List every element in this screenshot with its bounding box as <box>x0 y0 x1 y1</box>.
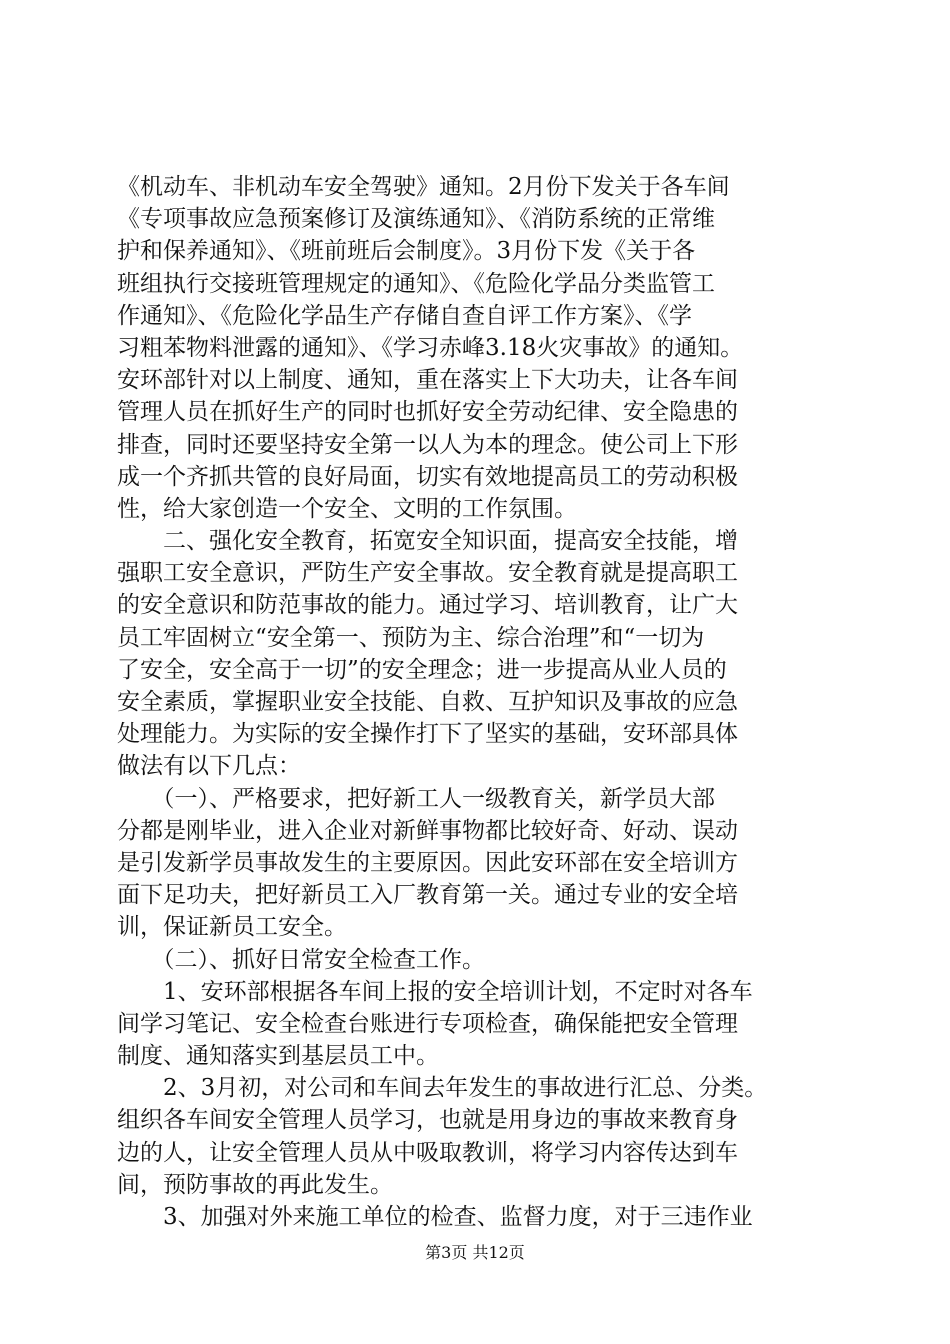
text-line: 训，保证新员工安全。 <box>117 914 347 941</box>
text-line: 处理能力。为实际的安全操作打下了坚实的基础，安环部具体 <box>117 721 738 748</box>
text-line: （二）、抓好日常安全检查工作。 <box>117 946 485 973</box>
text-line: 组织各车间安全管理人员学习，也就是用身边的事故来教育身 <box>117 1107 738 1134</box>
text-line: 了安全，安全高于一切”的安全理念；进一步提高从业人员的 <box>117 656 727 683</box>
text-line: 排查，同时还要坚持安全第一以人为本的理念。使公司上下形 <box>117 431 738 458</box>
document-body <box>117 171 837 1233</box>
text-line: 间学习笔记、安全检查台账进行专项检查，确保能把安全管理 <box>117 1010 738 1037</box>
text-line: 班组执行交接班管理规定的通知》、《危险化学品分类监管工 <box>117 270 715 297</box>
page-number-footer: 第3页 共12页 <box>425 1243 525 1262</box>
text-line: 二、强化安全教育，拓宽安全知识面，提高安全技能，增 <box>117 528 738 555</box>
text-line: 《专项事故应急预案修订及演练通知》、《消防系统的正常维 <box>117 206 715 233</box>
text-line: 员工牢固树立“安全第一、预防为主、综合治理”和“一切为 <box>117 624 705 651</box>
text-line: 制度、通知落实到基层员工中。 <box>117 1043 439 1070</box>
text-line: 面下足功夫，把好新员工入厂教育第一关。通过专业的安全培 <box>117 882 738 909</box>
text-line: 安全素质，掌握职业安全技能、自救、互护知识及事故的应急 <box>117 689 738 715</box>
text-line: 性，给大家创造一个安全、文明的工作氛围。 <box>117 495 577 522</box>
text-line: 的安全意识和防范事故的能力。通过学习、培训教育，让广大 <box>117 592 738 619</box>
text-line: 安环部针对以上制度、通知，重在落实上下大功夫，让各车间 <box>117 367 738 394</box>
text-line: （一）、严格要求，把好新工人一级教育关，新学员大部 <box>117 785 715 812</box>
text-line: 做法有以下几点： <box>117 753 301 780</box>
text-line: 2、3月初，对公司和车间去年发生的事故进行汇总、分类。 <box>117 1075 768 1102</box>
text-line: 习粗苯物料泄露的通知》、《学习赤峰3.18火灾事故》的通知。 <box>117 334 744 361</box>
text-line: 成一个齐抓共管的良好局面，切实有效地提高员工的劳动积极 <box>117 463 738 490</box>
text-line: 护和保养通知》、《班前班后会制度》。3月份下发《关于各 <box>117 238 696 265</box>
text-line: 作通知》、《危险化学品生产存储自查自评工作方案》、《学 <box>117 302 692 329</box>
text-line: 管理人员在抓好生产的同时也抓好安全劳动纪律、安全隐患的 <box>117 399 738 426</box>
text-line: 1、安环部根据各车间上报的安全培训计划，不定时对各车 <box>117 978 753 1005</box>
text-line: 间，预防事故的再此发生。 <box>117 1171 393 1198</box>
text-line: 是引发新学员事故发生的主要原因。因此安环部在安全培训方 <box>117 849 738 876</box>
text-line: 分都是刚毕业，进入企业对新鲜事物都比较好奇、好动、误动 <box>117 817 738 844</box>
text-line: 3、加强对外来施工单位的检查、监督力度，对于三违作业 <box>117 1204 753 1230</box>
text-line: 边的人，让安全管理人员从中吸取教训，将学习内容传达到车 <box>117 1139 738 1166</box>
text-line: 强职工安全意识，严防生产安全事故。安全教育就是提高职工 <box>117 560 738 587</box>
text-line: 《机动车、非机动车安全驾驶》通知。2月份下发关于各车间 <box>117 174 730 200</box>
